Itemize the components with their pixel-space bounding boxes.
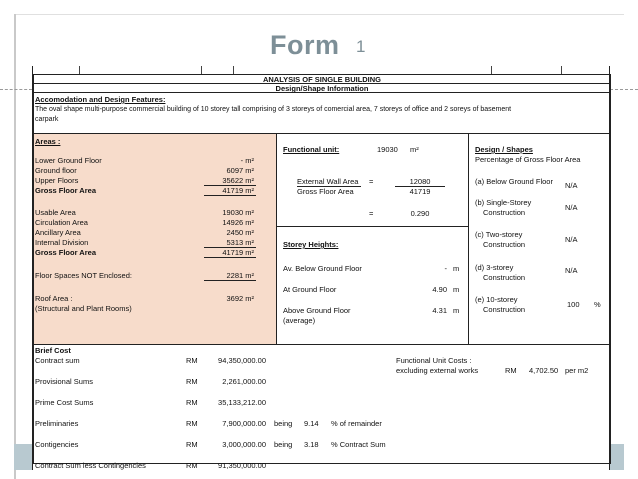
cost-row-amount: 7,900,000.00	[222, 419, 266, 428]
accommodation-label: Accomodation and Design Features:	[35, 95, 166, 104]
cost-row-amount: 2,261,000.00	[222, 377, 266, 386]
cost-row-currency: RM	[186, 398, 198, 407]
analysis-sheet	[32, 66, 610, 470]
area-row-value: - m²	[240, 156, 254, 165]
functional-unit-cost-label: Functional Unit Costs :	[396, 356, 472, 365]
functional-unit-label: Functional unit:	[283, 145, 340, 154]
equals-sign: =	[369, 209, 374, 218]
total-underline	[204, 257, 256, 258]
cost-row-note: % Contract Sum	[331, 440, 386, 449]
total-underline	[204, 195, 256, 196]
cost-row-currency: RM	[186, 377, 198, 386]
sheet-subheading: Design/Shape Information	[275, 84, 369, 93]
storey-row-unit: m	[453, 306, 460, 315]
accommodation-text-2: carpark	[35, 116, 59, 123]
cost-row-amount: 3,000,000.00	[222, 440, 266, 449]
gross-floor-area-label: Gross Floor Area	[297, 187, 354, 196]
slide-frame-left	[14, 14, 16, 479]
functional-unit-unit: m²	[410, 145, 419, 154]
storey-row-unit: m	[453, 285, 460, 294]
functional-unit-cost-value: 4,702.50	[529, 366, 559, 375]
cost-row-label: Provisional Sums	[35, 377, 93, 386]
design-item-label: (e) 10-storey	[475, 295, 518, 304]
design-item-value: N/A	[565, 235, 578, 244]
roof-area-subtitle: (Structural and Plant Rooms)	[35, 304, 132, 313]
storey-heights-box	[276, 226, 469, 345]
area-row-label: Internal Division	[35, 238, 89, 247]
sum-underline	[204, 280, 256, 281]
functional-unit-box	[276, 133, 469, 227]
design-item-value: N/A	[565, 203, 578, 212]
cost-row-percent: 9.14	[304, 419, 319, 428]
functional-unit-value: 19030	[377, 145, 398, 154]
area-row-label: Upper Floors	[35, 176, 79, 185]
divider-right	[610, 89, 638, 90]
external-wall-value: 12080	[409, 177, 431, 186]
design-item-sublabel: Construction	[483, 305, 526, 314]
design-item-sublabel: Construction	[483, 208, 526, 217]
storey-row-label: At Ground Floor	[283, 285, 337, 294]
cost-row-currency: RM	[186, 356, 198, 365]
design-shapes-label: Design / Shapes	[475, 145, 533, 154]
functional-unit-cost-subtitle: excluding external works	[396, 366, 479, 375]
design-item-label: (c) Two-storey	[475, 230, 523, 239]
external-wall-label: External Wall Area	[297, 177, 359, 186]
cost-row-currency: RM	[186, 419, 198, 428]
cost-row-label: Contract Sum less Contingencies	[35, 461, 146, 470]
design-item-value: 100	[567, 300, 580, 309]
ratio-value: 0.290	[410, 209, 430, 218]
functional-unit-cost-currency: RM	[505, 366, 517, 375]
areas-box	[33, 133, 277, 345]
cost-row-currency: RM	[186, 461, 198, 470]
brief-cost-box	[33, 344, 611, 470]
divider-left	[0, 89, 32, 90]
cost-row-amount: 94,350,000.00	[218, 356, 266, 365]
area-row-label: Ancillary Area	[35, 228, 81, 237]
cost-row-currency: RM	[186, 440, 198, 449]
roof-area-value: 3692 m²	[226, 294, 254, 303]
storey-row-label: Above Ground Floor	[283, 306, 351, 315]
roof-area-label: Roof Area :	[35, 294, 73, 303]
cost-row-label: Contigencies	[35, 440, 79, 449]
design-item-label: (d) 3-storey	[475, 263, 514, 272]
gross-floor-area-label: Gross Floor Area	[35, 248, 96, 257]
area-row-label: Lower Ground Floor	[35, 156, 102, 165]
percent-sign: %	[594, 300, 601, 309]
cost-row-amount: 91,350,000.00	[218, 461, 266, 470]
storey-row-label: Av. Below Ground Floor	[283, 264, 362, 273]
functional-unit-cost-unit: per m2	[565, 366, 589, 375]
area-row-value: 6097 m²	[226, 166, 254, 175]
not-enclosed-label: Floor Spaces NOT Enclosed:	[35, 271, 132, 280]
cost-row-note: % of remainder	[331, 419, 382, 428]
storey-row-value: 4.90	[432, 285, 447, 294]
storey-row-unit: m	[453, 264, 460, 273]
brief-cost-label: Brief Cost	[35, 346, 71, 355]
gross-floor-area-value: 41719 m²	[222, 248, 254, 257]
area-row-value: 14926 m²	[222, 218, 254, 227]
area-row-label: Circulation Area	[35, 218, 88, 227]
design-item-label: (a) Below Ground Floor	[475, 177, 553, 186]
cost-row-percent: 3.18	[304, 440, 319, 449]
gross-floor-area-value: 41719 m²	[222, 186, 254, 195]
storey-row-value: -	[444, 264, 447, 273]
slide-title: Form	[270, 30, 340, 60]
storey-row-value: 4.31	[432, 306, 447, 315]
cost-row-label: Preliminaries	[35, 419, 79, 428]
accommodation-text-1: The oval shape multi-purpose commercial building of 10 storey tall comprising of 3 storeys of comercial area, 7 storeys of office and 2 soreys of basement	[35, 106, 512, 113]
gross-floor-area-label: Gross Floor Area	[35, 186, 96, 195]
storey-average-note: (average)	[283, 316, 316, 325]
areas-label: Areas :	[35, 137, 61, 146]
slide-title-number: 1	[356, 37, 366, 56]
design-item-sublabel: Construction	[483, 240, 526, 249]
slide-frame-top	[14, 14, 624, 15]
gross-floor-area-value: 41719	[409, 187, 431, 196]
cost-row-being: being	[274, 440, 293, 449]
cost-row-label: Prime Cost Sums	[35, 398, 94, 407]
area-row-value: 35622 m²	[222, 176, 254, 185]
equals-sign: =	[369, 177, 374, 186]
design-item-label: (b) Single-Storey	[475, 198, 532, 207]
design-shapes-box	[468, 133, 611, 345]
cost-row-label: Contract sum	[35, 356, 80, 365]
area-row-value: 5313 m²	[226, 238, 254, 247]
design-item-value: N/A	[565, 266, 578, 275]
design-item-value: N/A	[565, 181, 578, 190]
cost-row-being: being	[274, 419, 293, 428]
sheet-heading: ANALYSIS OF SINGLE BUILDING	[262, 75, 382, 84]
area-row-value: 2450 m²	[226, 228, 254, 237]
area-row-value: 19030 m²	[222, 208, 254, 217]
cost-row-amount: 35,133,212.00	[218, 398, 266, 407]
design-shapes-subtitle: Percentage of Gross Floor Area	[475, 155, 581, 164]
not-enclosed-value: 2281 m²	[226, 271, 254, 280]
area-row-label: Ground floor	[35, 166, 77, 175]
design-item-sublabel: Construction	[483, 273, 526, 282]
storey-heights-label: Storey Heights:	[283, 240, 339, 249]
area-row-label: Usable Area	[35, 208, 76, 217]
accommodation-box	[33, 92, 611, 134]
